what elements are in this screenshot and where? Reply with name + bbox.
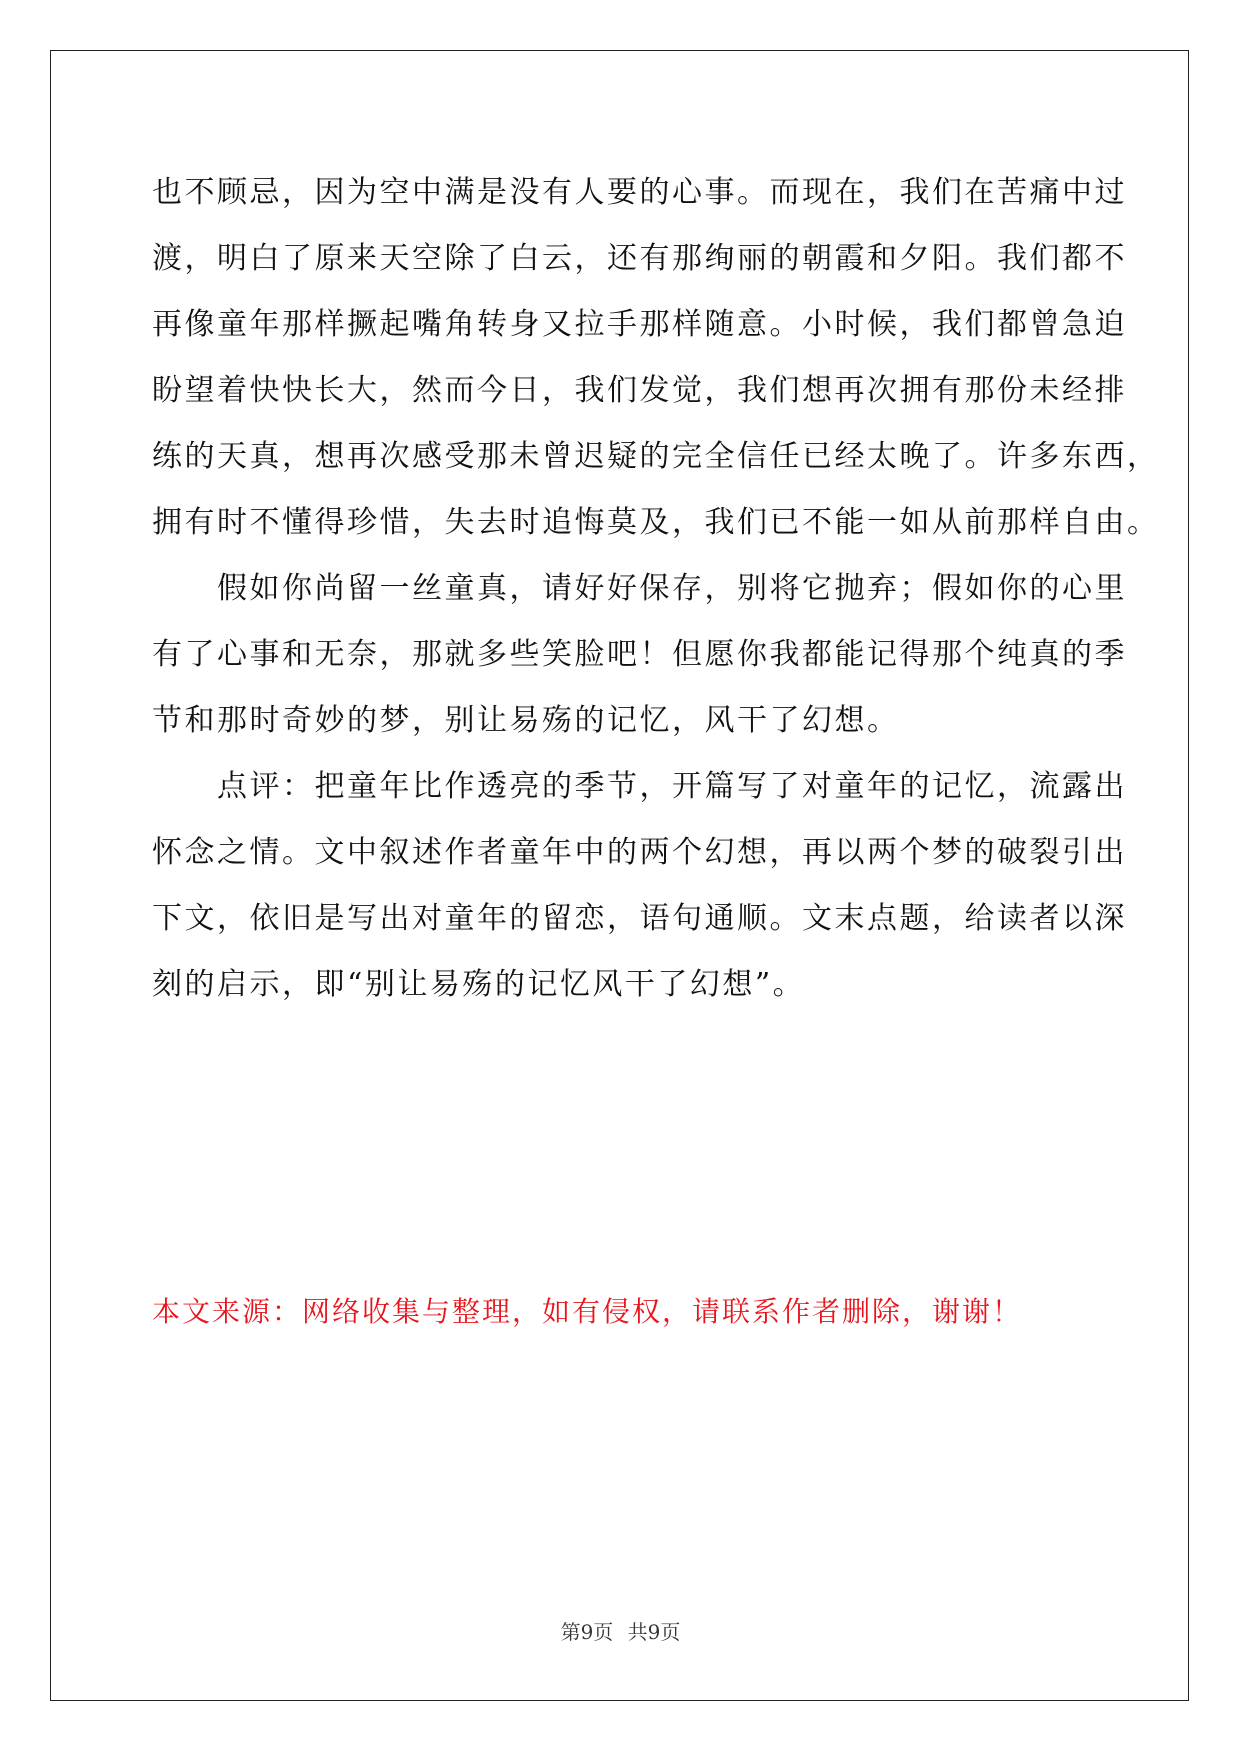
text-line: 也不顾忌，因为空中满是没有人要的心事。而现在，我们在苦痛中过: [152, 175, 1127, 210]
page-footer: [0, 1618, 1241, 1646]
text-line: 节和那时奇妙的梦，别让易殇的记忆，风干了幻想。: [152, 703, 900, 738]
text-line: 点评：把童年比作透亮的季节，开篇写了对童年的记忆，流露出: [152, 769, 1127, 804]
source-note: 本文来源：网络收集与整理，如有侵权，请联系作者删除，谢谢！: [152, 1295, 1023, 1328]
page-number: 第9页: [560, 1620, 614, 1644]
text-line: 有了心事和无奈，那就多些笑脸吧！但愿你我都能记得那个纯真的季: [152, 637, 1127, 672]
text-line: 拥有时不懂得珍惜，失去时追悔莫及，我们已不能一如从前那样自由。: [152, 505, 1160, 540]
text-line: 假如你尚留一丝童真，请好好保存，别将它抛弃；假如你的心里: [152, 571, 1127, 606]
text-line: 再像童年那样撅起嘴角转身又拉手那样随意。小时候，我们都曾急迫: [152, 307, 1127, 342]
text-line: 下文，依旧是写出对童年的留恋，语句通顺。文末点题，给读者以深: [152, 901, 1127, 936]
text-line: 怀念之情。文中叙述作者童年中的两个幻想，再以两个梦的破裂引出: [152, 835, 1127, 870]
text-line: 刻的启示，即“别让易殇的记忆风干了幻想”。: [152, 967, 806, 1002]
text-line: 渡，明白了原来天空除了白云，还有那绚丽的朝霞和夕阳。我们都不: [152, 241, 1127, 276]
document-body: [152, 160, 1160, 1018]
text-line: 盼望着快快长大，然而今日，我们发觉，我们想再次拥有那份未经排: [152, 373, 1127, 408]
text-line: 练的天真，想再次感受那未曾迟疑的完全信任已经太晚了。许多东西，: [152, 439, 1160, 474]
page-total: 共9页: [627, 1620, 681, 1644]
